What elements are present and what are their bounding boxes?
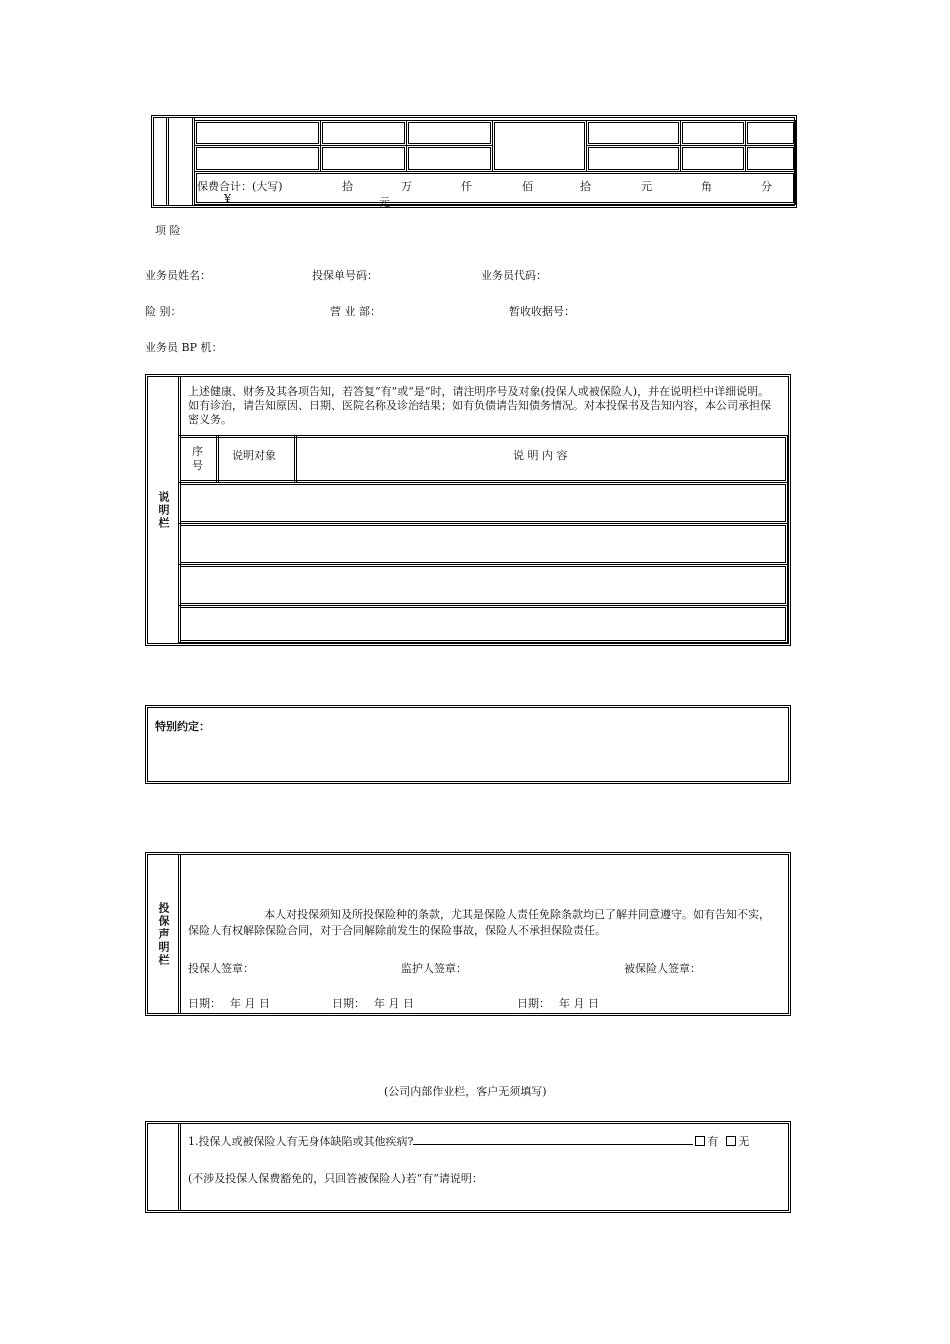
- no-checkbox[interactable]: [726, 1136, 736, 1146]
- unit-qian: 仟: [461, 180, 472, 193]
- question-1: [188, 1133, 749, 1149]
- yes-checkbox[interactable]: [695, 1136, 705, 1146]
- premium-table: [151, 115, 797, 208]
- date-ymd-1: 年 月 日: [230, 997, 270, 1010]
- explanation-side-label: 说明栏: [157, 490, 170, 530]
- date-ymd-2: 年 月 日: [374, 997, 414, 1010]
- premium-cell[interactable]: [680, 145, 746, 172]
- premium-cell[interactable]: [492, 120, 587, 172]
- agent-bp-label: 业务员 BP 机：: [145, 341, 223, 354]
- question-1-text: 1.投保人或被保险人有无身体缺陷或其他疾病?: [188, 1135, 414, 1148]
- yen-symbol: ¥: [224, 192, 231, 205]
- premium-cell[interactable]: [194, 145, 321, 172]
- unit-wan: 万: [401, 180, 412, 193]
- unit-bai: 佰: [522, 180, 533, 193]
- col-object-header: 说明对象: [232, 449, 276, 462]
- col-content-header: 说 明 内 容: [513, 449, 568, 462]
- unit-shi: 拾: [342, 180, 353, 193]
- explanation-row[interactable]: [178, 605, 788, 643]
- unit-fen: 分: [761, 180, 772, 193]
- unit-yuan: 元: [641, 180, 652, 193]
- premium-cell[interactable]: [406, 145, 493, 172]
- premium-cell[interactable]: [194, 120, 321, 146]
- risk-label: 项 险: [155, 224, 181, 237]
- internal-section: [145, 1121, 791, 1213]
- unit-shi2: 拾: [580, 180, 591, 193]
- receipt-no-label: 暂收收据号：: [509, 305, 575, 318]
- yuan-suffix: 元: [379, 196, 390, 209]
- agent-code-label: 业务员代码：: [481, 269, 547, 282]
- premium-cell[interactable]: [586, 120, 681, 146]
- premium-cell[interactable]: [745, 120, 796, 146]
- insured-sign-label: 被保险人签章：: [624, 962, 701, 975]
- question-1-note: (不涉及投保人保费豁免的，只回答被保险人)若“有”请说明：: [188, 1172, 483, 1185]
- unit-jiao: 角: [701, 180, 712, 193]
- internal-caption: (公司内部作业栏，客户无须填写): [384, 1085, 547, 1098]
- premium-cell[interactable]: [586, 145, 681, 172]
- explanation-row[interactable]: [178, 564, 788, 606]
- agent-name-label: 业务员姓名：: [145, 269, 211, 282]
- business-dept-label: 营 业 部：: [330, 305, 381, 318]
- premium-cell[interactable]: [320, 120, 407, 146]
- premium-cell[interactable]: [680, 120, 746, 146]
- yes-label: 有: [707, 1135, 719, 1148]
- special-agreement-box[interactable]: [145, 705, 791, 784]
- answer-line[interactable]: [413, 1134, 693, 1145]
- guardian-sign-label: 监护人签章：: [401, 962, 467, 975]
- date-ymd-3: 年 月 日: [559, 997, 599, 1010]
- date-label-2: 日期：: [332, 997, 365, 1010]
- declaration-side-label: 投保声明栏: [157, 901, 170, 967]
- applicant-sign-label: 投保人签章：: [188, 962, 254, 975]
- risk-type-label: 险 别：: [145, 305, 182, 318]
- premium-cell[interactable]: [406, 120, 493, 146]
- explanation-notice: 上述健康、财务及其各项告知，若答复“有”或“是”时，请注明序号及对象(投保人或被保险人)，并在说明栏中详细说明。如有诊治，请告知原因、日期、医院名称及诊治结果；如有负债请告知债务情况。对本投保书及告知内容，本公司承担保密义务。: [188, 385, 771, 426]
- premium-total-label: 保费合计：(大写): [197, 180, 283, 193]
- premium-cell[interactable]: [320, 145, 407, 172]
- declaration-section: [145, 852, 791, 1016]
- declaration-text: 本人对投保须知及所投保险种的条款，尤其是保险人责任免除条款均已了解并同意遵守。如有告知不实，保险人有权解除保险合同，对于合同解除前发生的保险事故，保险人不承担保险责任。: [188, 908, 770, 937]
- explanation-row[interactable]: [178, 523, 788, 565]
- premium-cell[interactable]: [745, 145, 796, 172]
- explanation-row[interactable]: [178, 482, 788, 524]
- col-seq-header: 序号: [192, 445, 203, 472]
- date-label-3: 日期：: [517, 997, 550, 1010]
- date-label-1: 日期：: [188, 997, 221, 1010]
- no-label: 无: [738, 1135, 750, 1148]
- special-agreement-label: 特别约定：: [155, 720, 210, 733]
- policy-no-label: 投保单号码：: [312, 269, 378, 282]
- explanation-section: [145, 374, 791, 646]
